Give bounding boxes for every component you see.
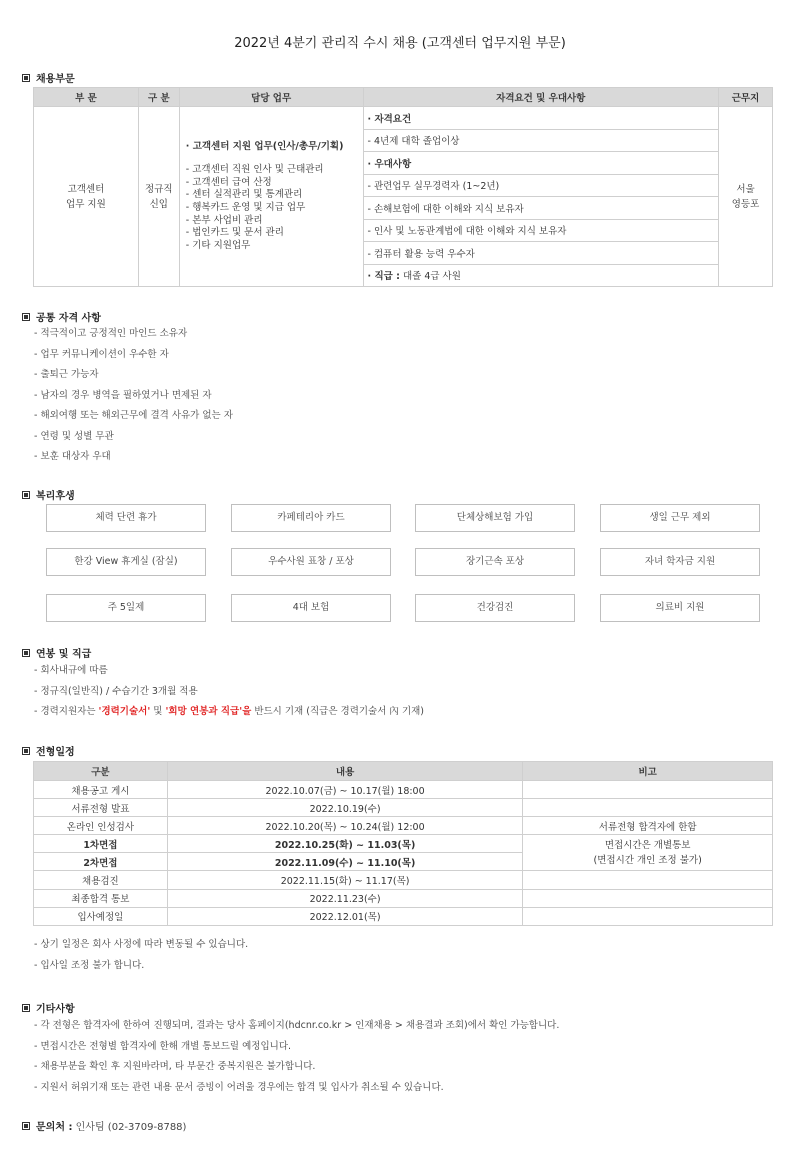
list-item: - 보훈 대상자 우대 — [34, 451, 111, 462]
benefit-card: 의료비 지원 — [600, 594, 760, 622]
list-item: - 각 전형은 합격자에 한하여 진행되며, 결과는 당사 홈페이지(hdcnr.co.kr > 인재채용 > 채용결과 조회)에서 확인 가능합니다. — [34, 1020, 560, 1031]
grade-cell: · 직급 : 대졸 4급 사원 — [363, 264, 718, 287]
duty-item: - 고객센터 직원 인사 및 근태관리 — [185, 164, 324, 176]
duty-cell — [179, 107, 363, 287]
duty-item: - 본부 사업비 관리 — [185, 214, 263, 226]
square-bullet-icon — [22, 74, 30, 82]
table-row: 온라인 인성검사 2022.10.20(목) ~ 10.24(월) 12:00 서류전형 합격자에 한함 — [34, 817, 773, 835]
list-item: - 면접시간은 전형별 합격자에 한해 개별 통보드릴 예정입니다. — [34, 1040, 292, 1052]
section-benefits-heading: 복리후생 — [22, 487, 75, 502]
type-cell: 정규직 신입 — [138, 107, 179, 287]
list-item: - 상기 일정은 회사 사정에 따라 변동될 수 있습니다. — [34, 939, 249, 950]
preference-item: - 관련업무 실무경력자 (1~2년) — [363, 174, 718, 197]
list-item: - 적극적이고 긍정적인 마인드 소유자 — [34, 328, 188, 339]
table-row: 1차면접 2022.10.25(화) ~ 11.03(목) 면접시간은 개별통보 (면접시간 개인 조정 불가) — [34, 835, 773, 853]
section-hiring-heading: 채용부문 — [22, 70, 75, 85]
hiring-table — [33, 87, 773, 287]
list-item: - 정규직(일반직) / 수습기간 3개월 적용 — [34, 685, 198, 697]
benefit-card: 자녀 학자금 지원 — [600, 548, 760, 576]
square-bullet-icon — [22, 1004, 30, 1012]
list-item: - 남자의 경우 병역을 필하였거나 면제된 자 — [34, 389, 212, 401]
duty-item: - 고객센터 급여 산정 — [185, 176, 272, 188]
hiring-header-row — [34, 88, 773, 107]
note-aptitude: 서류전형 합격자에 한함 — [523, 817, 773, 835]
list-item: - 출퇴근 가능자 — [34, 369, 99, 380]
header-note: 비고 — [523, 762, 773, 781]
list-item: - 업무 커뮤니케이션이 우수한 자 — [34, 348, 169, 360]
list-item: - 채용부분을 확인 후 지원바라며, 타 부문간 중복지원은 불가합니다. — [34, 1061, 316, 1072]
header-dept: 부 문 — [34, 88, 139, 107]
benefit-card: 체력 단련 휴가 — [46, 504, 206, 532]
benefit-card: 장기근속 포상 — [415, 548, 575, 576]
header-location: 근무지 — [719, 88, 773, 107]
note-interview: 면접시간은 개별통보 (면접시간 개인 조정 불가) — [523, 835, 773, 871]
list-item: - 지원서 허위기재 또는 관련 내용 문서 증빙이 어려울 경우에는 합격 및 입사가 취소될 수 있습니다. — [34, 1081, 444, 1093]
square-bullet-icon — [22, 313, 30, 321]
list-item: - 연령 및 성별 무관 — [34, 430, 114, 442]
benefit-card: 주 5일제 — [46, 594, 206, 622]
schedule-notes — [34, 935, 248, 976]
square-bullet-icon — [22, 491, 30, 499]
square-bullet-icon — [22, 747, 30, 755]
table-row: 2차면접 2022.11.09(수) ~ 11.10(목) — [34, 853, 773, 871]
duty-item: - 센터 실적관리 및 통계관리 — [185, 189, 303, 201]
table-row: 채용검진 2022.11.15(화) ~ 11.17(목) — [34, 871, 773, 889]
square-bullet-icon — [22, 649, 30, 657]
square-bullet-icon — [22, 1122, 30, 1130]
list-item: - 회사내규에 따름 — [34, 665, 108, 676]
preference-item: - 손해보험에 대한 이해와 지식 보유자 — [363, 197, 718, 220]
page-title: 2022년 4분기 관리직 수시 채용 (고객센터 업무지원 부문) — [234, 36, 566, 51]
schedule-table — [33, 761, 773, 926]
list-item: - 해외여행 또는 해외근무에 결격 사유가 없는 자 — [34, 410, 233, 421]
table-row: 최종합격 통보 2022.11.23(수) — [34, 889, 773, 907]
header-requirements: 자격요건 및 우대사항 — [363, 88, 718, 107]
duty-item: - 기타 지원업무 — [185, 239, 251, 251]
salary-list — [34, 661, 424, 723]
list-item: - 입사일 조정 불가 합니다. — [34, 959, 145, 971]
contact-line: 문의처 : 인사팀 (02-3709-8788) — [22, 1118, 186, 1133]
header-duty: 담당 업무 — [179, 88, 363, 107]
section-common-heading: 공통 자격 사항 — [22, 309, 101, 324]
header-type: 구 분 — [138, 88, 179, 107]
schedule-header-row — [34, 762, 773, 781]
benefit-card: 4대 보험 — [231, 594, 391, 622]
location-cell: 서울 영등포 — [719, 107, 773, 287]
requirement-item: - 4년제 대학 졸업이상 — [363, 129, 718, 152]
preference-item: - 컴퓨터 활용 능력 우수자 — [363, 242, 718, 265]
duty-title: · 고객센터 지원 업무(인사/총무/기획) — [185, 140, 344, 152]
requirement-heading: · 자격요건 — [363, 107, 718, 130]
table-row: 입사예정일 2022.12.01(목) — [34, 907, 773, 925]
preference-heading: · 우대사항 — [363, 152, 718, 175]
benefit-card: 건강검진 — [415, 594, 575, 622]
duty-item: - 행복카드 운영 및 지급 업무 — [185, 202, 306, 213]
common-list — [34, 324, 233, 468]
header-step: 구분 — [34, 762, 168, 781]
table-row: 채용공고 게시 2022.10.07(금) ~ 10.17(월) 18:00 — [34, 781, 773, 799]
table-row: 서류전형 발표 2022.10.19(수) — [34, 799, 773, 817]
benefit-card: 카페테리아 카드 — [231, 504, 391, 532]
list-item: - 경력지원자는 '경력기술서' 및 '희망 연봉과 직급'을 반드시 기재 (직급은 경력기술서 內 기재) — [34, 706, 424, 717]
dept-cell: 고객센터 업무 지원 — [34, 107, 139, 287]
benefit-card: 생일 근무 제외 — [600, 504, 760, 532]
section-etc-heading: 기타사항 — [22, 1000, 75, 1015]
benefit-card: 한강 View 휴게실 (잠실) — [46, 548, 206, 576]
header-content: 내용 — [167, 762, 523, 781]
etc-list — [34, 1016, 559, 1098]
benefit-card: 단체상해보험 가입 — [415, 504, 575, 532]
section-salary-heading: 연봉 및 직급 — [22, 645, 91, 660]
section-schedule-heading: 전형일정 — [22, 743, 75, 758]
duty-item: - 법인카드 및 문서 관리 — [185, 227, 284, 239]
benefit-card: 우수사원 표창 / 포상 — [231, 548, 391, 576]
preference-item: - 인사 및 노동관계법에 대한 이해와 지식 보유자 — [363, 219, 718, 242]
